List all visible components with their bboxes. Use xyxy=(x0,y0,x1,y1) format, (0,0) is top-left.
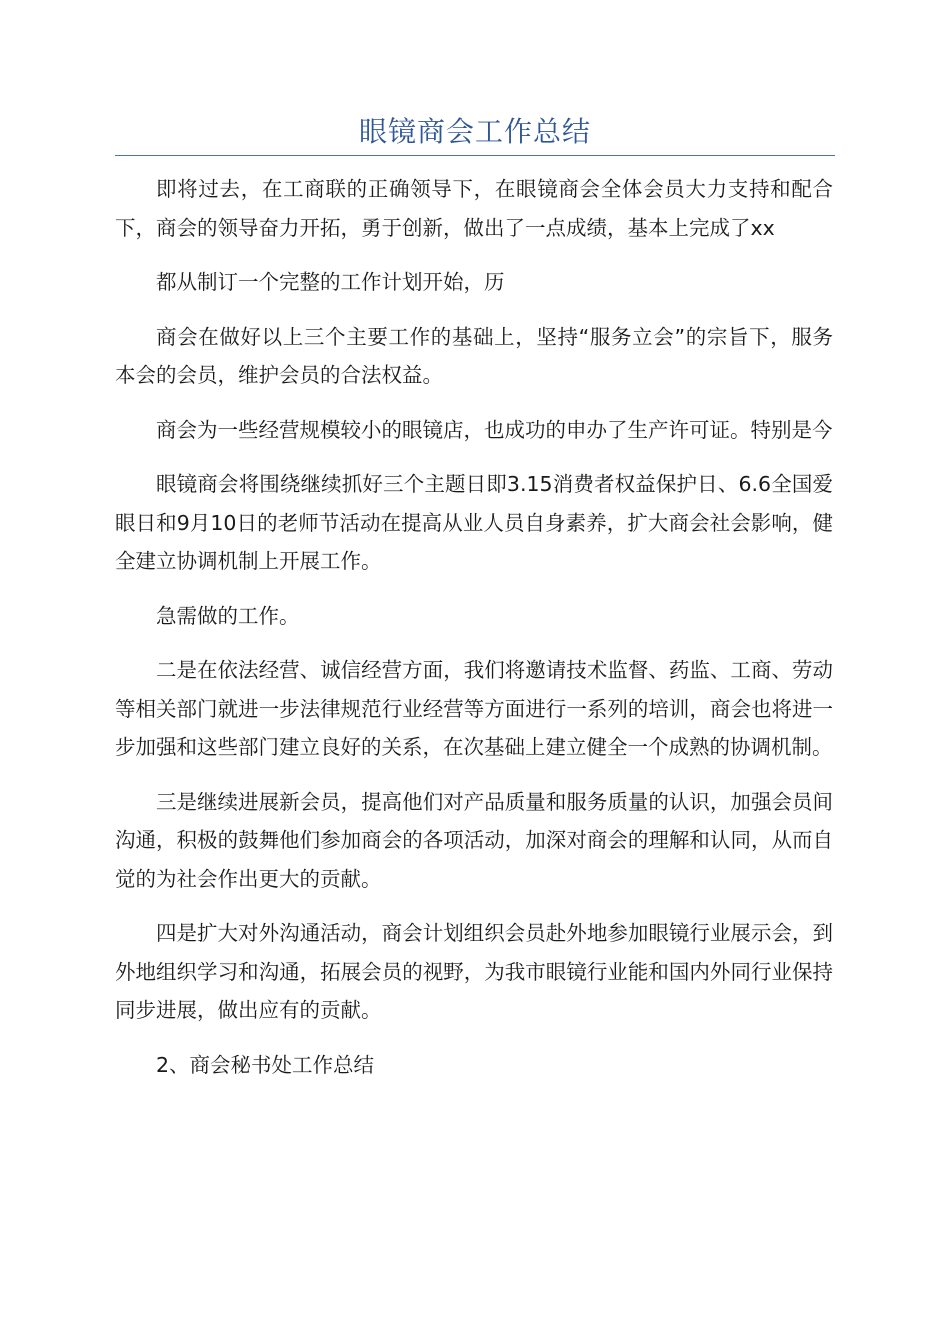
title-underline xyxy=(115,155,835,156)
paragraph: 商会为一些经营规模较小的眼镜店，也成功的申办了生产许可证。特别是今 xyxy=(156,417,833,442)
document-title: 眼镜商会工作总结 xyxy=(358,115,591,148)
paragraph: 四是扩大对外沟通活动，商会计划组织会员赴外地参加眼镜行业展示会，到外地组织学习和沟通，拓展会员的视野，为我市眼镜行业能和国内外同行业保持同步进展，做出应有的贡献。 xyxy=(115,921,833,1022)
document-body xyxy=(115,170,833,1100)
section-heading: 2、商会秘书处工作总结 xyxy=(156,1052,375,1077)
paragraph: 二是在依法经营、诚信经营方面，我们将邀请技术监督、药监、工商、劳动等相关部门就进一步法律规范行业经营等方面进行一系列的培训，商会也将进一步加强和这些部门建立良好的关系，在次基础上建立健全一个成熟的协调机制。 xyxy=(115,658,833,759)
paragraph: 三是继续进展新会员，提高他们对产品质量和服务质量的认识，加强会员间沟通，积极的鼓舞他们参加商会的各项活动，加深对商会的理解和认同，从而自觉的为社会作出更大的贡献。 xyxy=(115,789,833,891)
paragraph: 都从制订一个完整的工作计划开始，历 xyxy=(156,270,505,294)
paragraph: 商会在做好以上三个主要工作的基础上，坚持“服务立会”的宗旨下，服务本会的会员，维护会员的合法权益。 xyxy=(115,324,833,387)
paragraph: 急需做的工作。 xyxy=(156,603,300,628)
paragraph: 眼镜商会将围绕继续抓好三个主题日即3.15消费者权益保护日、6.6全国爱眼日和9月10日的老师节活动在提高从业人员自身素养，扩大商会社会影响，健全建立协调机制上开展工作。 xyxy=(115,472,833,573)
paragraph: 即将过去，在工商联的正确领导下，在眼镜商会全体会员大力支持和配合下，商会的领导奋力开拓，勇于创新，做出了一点成绩，基本上完成了xx xyxy=(115,177,833,240)
